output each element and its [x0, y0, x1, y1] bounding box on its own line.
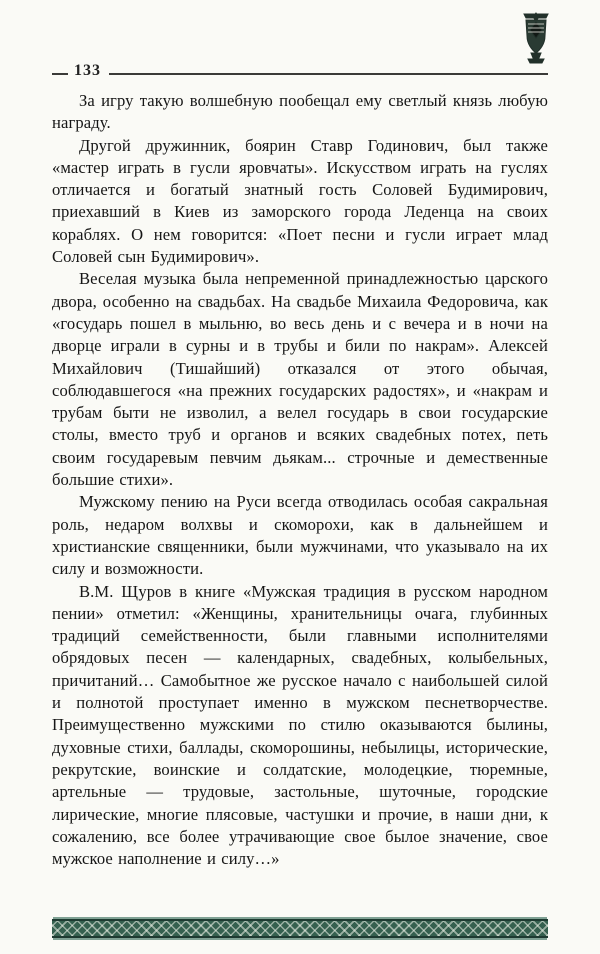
page-number: 133	[74, 62, 101, 79]
paragraph: В.М. Щуров в книге «Мужская традиция в русском народном пении» отметил: «Женщины, хранительницы очага, глубинных традиций семейственности, были главными исполнителями обрядовых песен — календарных, свадебных, колыбельных, причитаний… Самобытное же русское начало с наибольшей силой и полнотой проступает именно в мужском песнетворчестве. Преимущественно мужскими по стилю оказываются былины, духовные стихи, баллады, скоморошины, небылицы, исторические, рекрутские, воинские и солдатские, молодецкие, тюремные, артельные — трудовые, застольные, шуточные, городские лирические, многие плясовые, частушки и прочие, в наши дни, к сожалению, все более утрачивающие свое былое значение, свое мужское наполнение и силу…»	[52, 581, 548, 869]
paragraph: Веселая музыка была непременной принадлежностью царского двора, особенно на свадьбах. На свадьбе Михаила Федоровича, как «государь пошел в мыльню, во весь день и с вечера и в ночи на дворце играли в сурны и в трубы и били по накрам». Алексей Михайлович (Тишайший) отказался от этого обычая, соблюдавшегося «на прежних государских радостях», и «накрам и трубам быти не изволил, а велел государь в свои государские столы, вместо труб и органов и всяких свадебных потех, петь своим государевым певчим дьякам... строчные и демественные большие стихи».	[52, 269, 548, 490]
paragraph: За игру такую волшебную пообещал ему светлый князь любую награду.	[52, 91, 548, 133]
crest-ornament-icon	[518, 12, 554, 64]
text-block	[52, 90, 548, 870]
footer-ornament	[52, 919, 548, 938]
paragraph: Мужскому пению на Руси всегда отводилась особая сакральная роль, недаром волхвы и скоморохи, как в дальнейшем и христианские священники, были мужчинами, что указывало на их силу и возможности.	[52, 492, 548, 579]
page-header	[52, 56, 548, 78]
header-rule	[109, 73, 548, 75]
paragraph: Другой дружинник, боярин Ставр Годинович, был также «мастер играть в гусли яровчаты». Искусством играть на гуслях отличается и богатый знатный гость Соловей Будимирович, приехавший в Киев из заморского города Леденца на своих кораблях. О нем говорится: «Поет песни и гусли играет млад Соловей сын Будимирович».	[52, 135, 548, 267]
header-dash	[52, 73, 68, 75]
